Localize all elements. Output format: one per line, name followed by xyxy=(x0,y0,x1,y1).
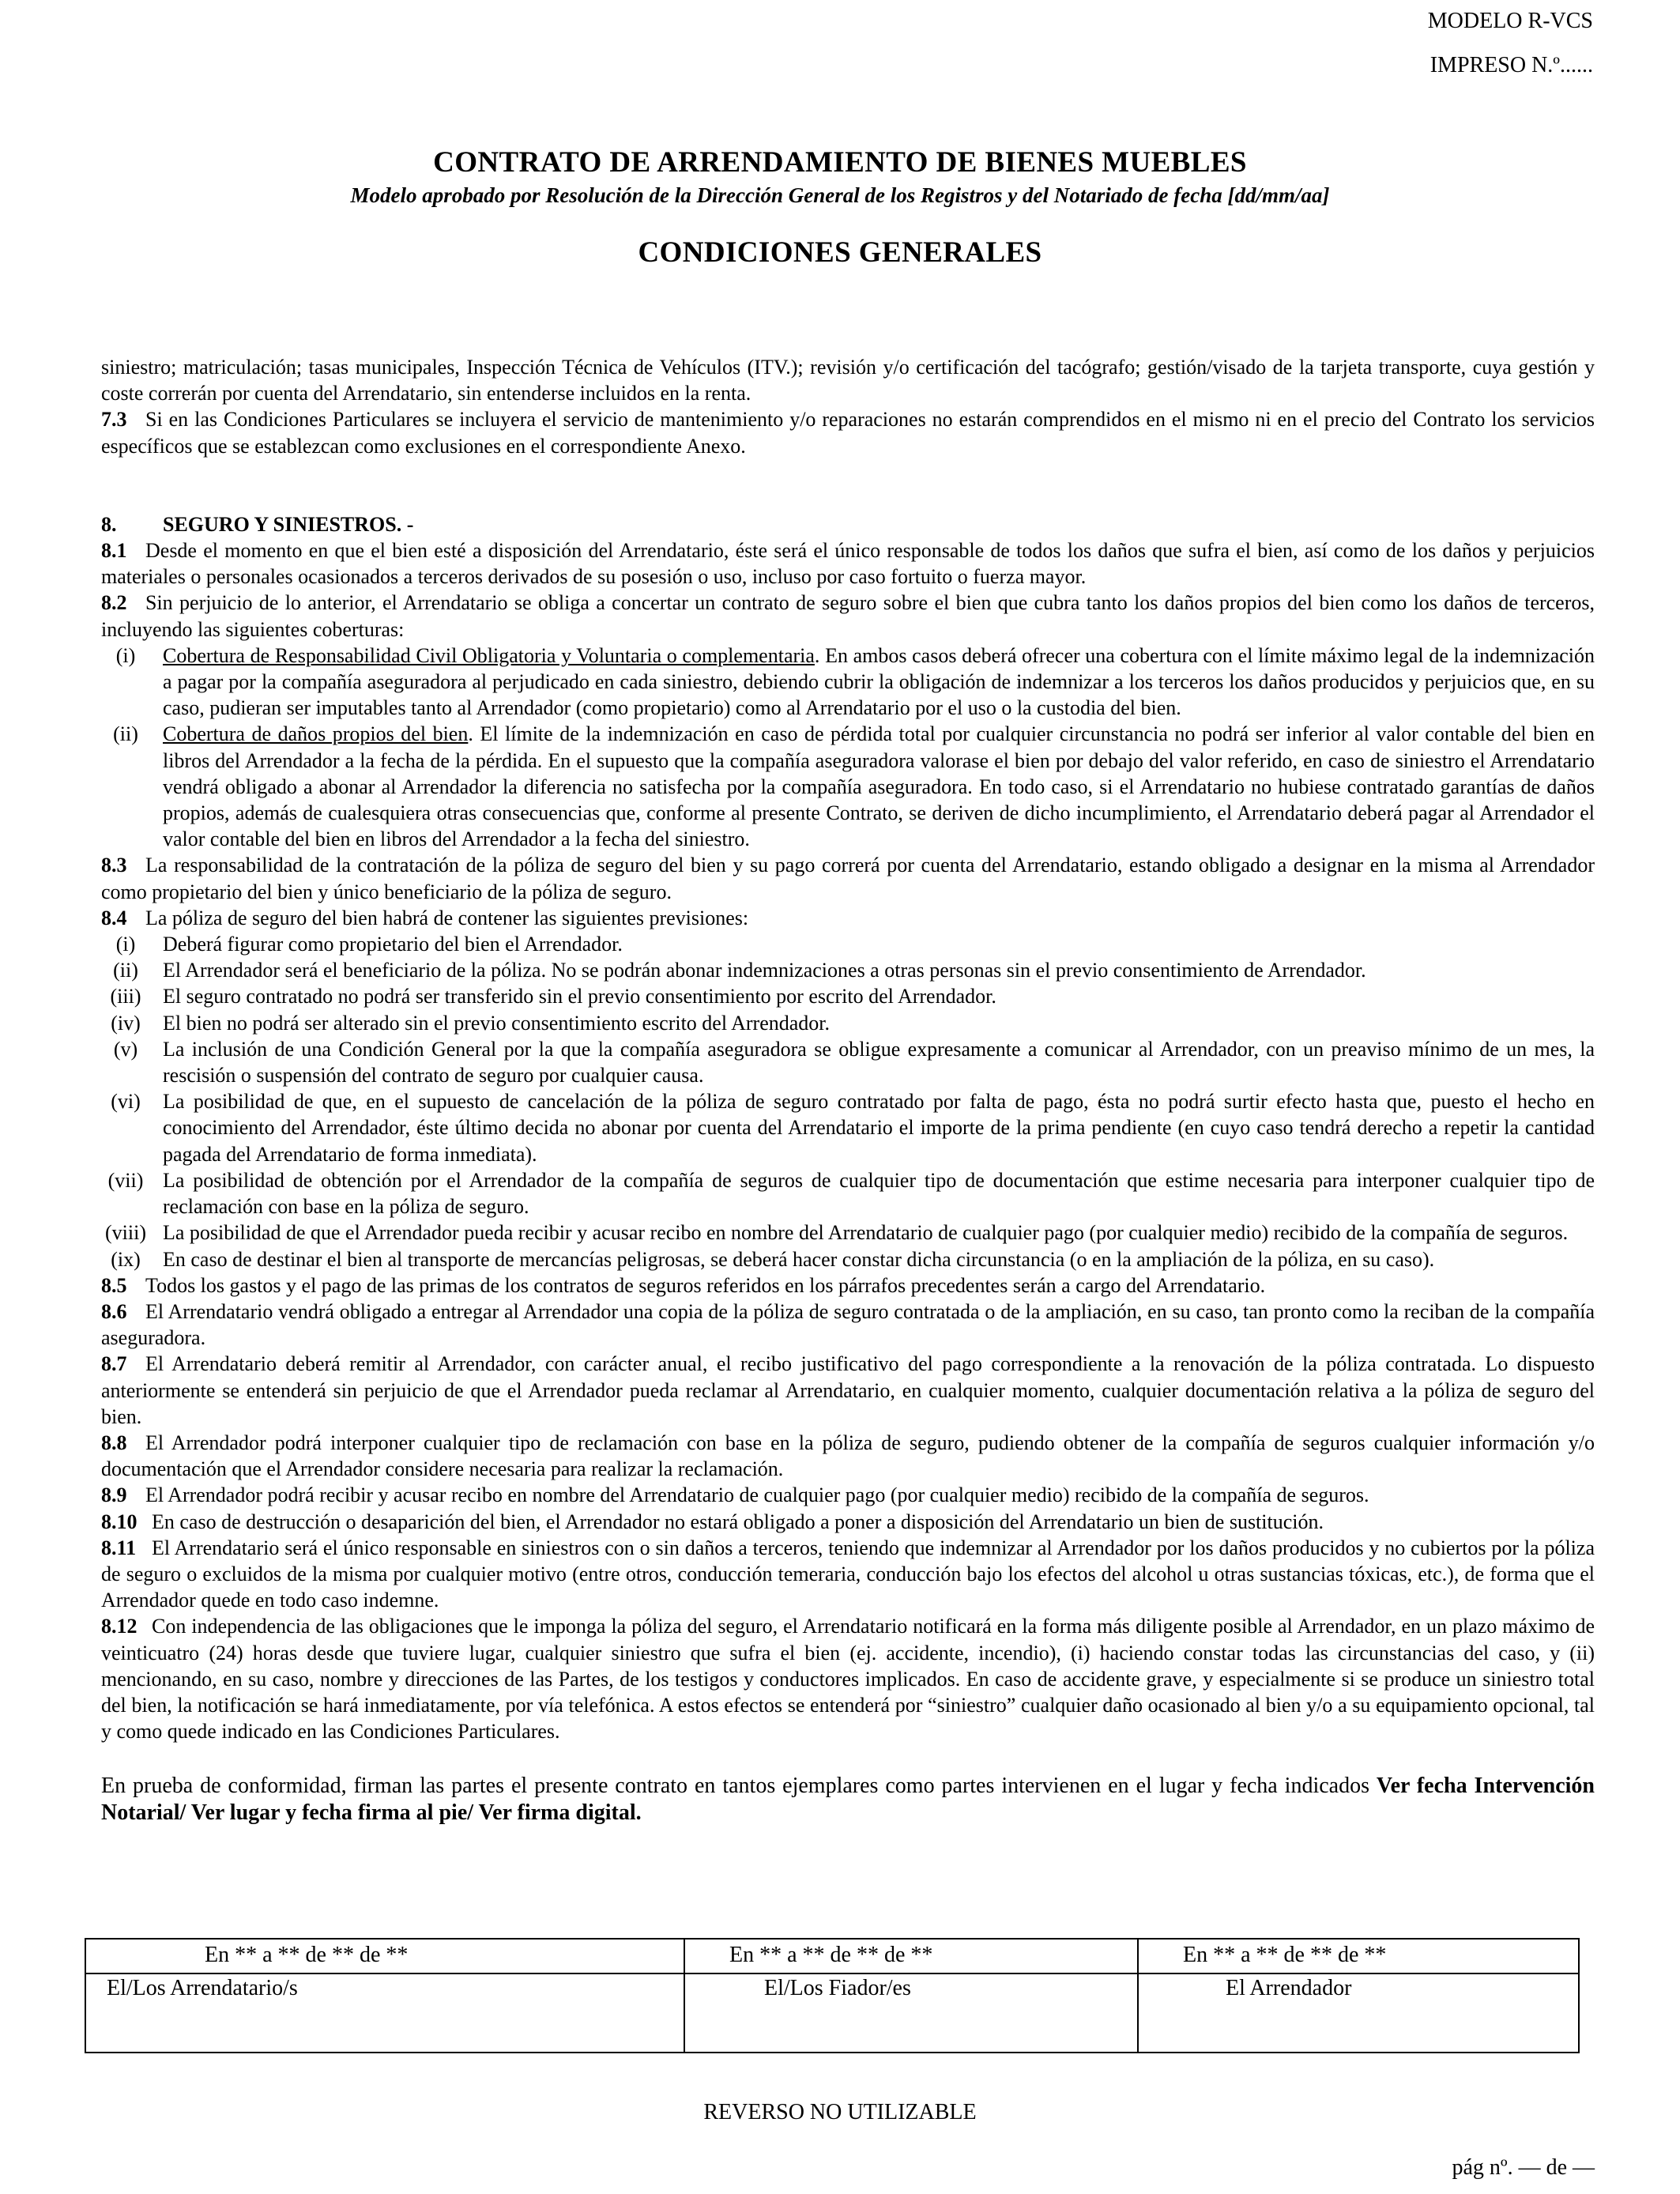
coverage-item xyxy=(101,643,1595,722)
item-number: (viii) xyxy=(105,1221,146,1245)
closing-text: En prueba de conformidad, firman las partes el presente contrato en tantos ejemplares como partes intervienen en el lugar y fecha indicados xyxy=(101,1774,1377,1799)
clause-7-3 xyxy=(101,406,1595,458)
item-text: La posibilidad de que el Arrendador pueda recibir y acusar recibo en nombre del Arrendatario de cualquier pago (por cualquier medio) recibido de la compañía de seguros. xyxy=(163,1221,1569,1245)
clause-number: 7.3 xyxy=(101,408,127,432)
document-title: CONTRATO DE ARRENDAMIENTO DE BIENES MUEBLES xyxy=(433,146,1247,179)
provision-item xyxy=(101,1220,1595,1246)
continued-paragraph xyxy=(101,354,1595,406)
clause-text: El Arrendador podrá recibir y acusar recibo en nombre del Arrendatario de cualquier pago (por cualquier medio) recibido de la compañía de seguros. xyxy=(145,1483,1369,1507)
coverage-title: Cobertura de Responsabilidad Civil Obligatoria y Voluntaria o complementaria xyxy=(163,643,815,667)
provision-item xyxy=(101,1246,1595,1272)
clause-number: 8.4 xyxy=(101,906,127,929)
signature-role-cell[interactable] xyxy=(85,1973,684,2053)
signature-date: En ** a ** de ** de ** xyxy=(729,1943,933,1967)
page-number: pág nº. — de — xyxy=(1452,2155,1595,2180)
clause-text: Con independencia de las obligaciones que le imponga la póliza del seguro, el Arrendatario notificará en la forma más diligente posible al Arrendador, en un plazo máximo de veinticuatro (24) horas desde que tuviere lugar, cualquier siniestro que sufra el bien (ej. accidente, incendio), (i) haciendo constar todas las circunstancias del caso, y (ii) mencionando, en su caso, nombre y direcciones de las Partes, de los testigos y conductores implicados. En caso de accidente grave, y especialmente si se produce un siniestro total del bien, la notificación se hará inmediatamente, por vía telefónica. A estos efectos se entenderá por “siniestro” cualquier daño ocasionado al bien y/o a su equipamiento opcional, tal y como quede indicado en las Condiciones Particulares. xyxy=(101,1615,1595,1744)
reverse-notice: REVERSO NO UTILIZABLE xyxy=(703,2100,977,2124)
signature-role: El/Los Arrendatario/s xyxy=(107,1976,298,2000)
signature-date-cell[interactable] xyxy=(85,1939,684,1973)
signature-role-row xyxy=(85,1973,1579,2053)
clause-8-4 xyxy=(101,905,1595,931)
item-number: (iii) xyxy=(110,985,141,1008)
signature-role: El/Los Fiador/es xyxy=(764,1976,911,2000)
item-number: (ix) xyxy=(111,1247,141,1271)
item-number: (iv) xyxy=(111,1011,141,1035)
clause-8-5 xyxy=(101,1272,1595,1299)
section-heading: CONDICIONES GENERALES xyxy=(638,236,1042,269)
coverage-text: . En ambos casos deberá ofrecer una cobertura con el límite máximo legal de la indemnización a pagar por la compañía aseguradora al perjudicado en cada siniestro, debiendo cubrir la obligación de indemnizar a los terceros los daños producidos y perjuicios que, en su caso, pudieran ser imputables tanto al Arrendador (como propietario) como al Arrendatario por el uso o la custodia del bien. xyxy=(163,643,1595,720)
clause-8-7 xyxy=(101,1351,1595,1430)
clause-text: En caso de destrucción o desaparición del bien, el Arrendador no estará obligado a poner a disposición del Arrendatario un bien de sustitución. xyxy=(152,1510,1324,1533)
clause-text: La responsabilidad de la contratación de la póliza de seguro del bien y su pago correrá por cuenta del Arrendatario, estando obligado a designar en la misma al Arrendador como propietario del bien y único beneficiario de la póliza de seguro. xyxy=(101,854,1595,903)
clause-8-6 xyxy=(101,1299,1595,1351)
clause-text: Desde el momento en que el bien esté a disposición del Arrendatario, éste será el único responsable de todos los daños que sufra el bien, así como de los daños y perjuicios materiales o personales ocasionados a terceros derivados de su posesión o uso, incluso por caso fortuito o fuerza mayor. xyxy=(101,539,1595,589)
provision-item xyxy=(101,1010,1595,1036)
signature-table xyxy=(85,1938,1580,2053)
clause-number: 8.8 xyxy=(101,1431,127,1454)
coverage-title: Cobertura de daños propios del bien xyxy=(163,722,469,746)
provision-item xyxy=(101,1088,1595,1167)
signature-date-row xyxy=(85,1939,1579,1973)
item-text: La posibilidad de obtención por el Arrendador de la compañía de seguros de cualquier tipo de documentación que estime necesaria para interponer cualquier tipo de reclamación con base en la póliza de seguro. xyxy=(163,1168,1595,1219)
paragraph-text: siniestro; matriculación; tasas municipales, Inspección Técnica de Vehículos (ITV.); revisión y/o certificación del tacógrafo; gestión/visado de la tarjeta transporte, cuya gestión y coste correrán por cuenta del Arrendatario, sin entenderse incluidos en la renta. xyxy=(101,356,1595,405)
item-text: El Arrendador será el beneficiario de la póliza. No se podrán abonar indemnizaciones a otras personas sin el previo consentimiento de Arrendador. xyxy=(163,959,1366,982)
item-text: El bien no podrá ser alterado sin el previo consentimiento escrito del Arrendador. xyxy=(163,1011,831,1035)
closing-statement xyxy=(101,1773,1595,1826)
signature-role-cell[interactable] xyxy=(684,1973,1138,2053)
clause-8-3 xyxy=(101,852,1595,904)
clause-text: El Arrendatario deberá remitir al Arrendador, con carácter anual, el recibo justificativo del pago correspondiente a la renovación de la póliza contratada. Lo dispuesto anteriormente se entenderá sin perjuicio de que el Arrendador pueda reclamar al Arrendatario, en cualquier momento, cualquier documentación relativa a la póliza de seguro del bien. xyxy=(101,1352,1595,1428)
provision-item xyxy=(101,1167,1595,1220)
clause-number: 8.2 xyxy=(101,591,127,615)
clause-8-9 xyxy=(101,1482,1595,1508)
spacer xyxy=(101,459,1595,511)
section-number: 8. xyxy=(101,512,117,536)
provision-item xyxy=(101,931,1595,957)
clause-number: 8.5 xyxy=(101,1273,127,1297)
clause-text: La póliza de seguro del bien habrá de contener las siguientes previsiones: xyxy=(145,906,749,929)
section-8-heading xyxy=(101,511,1595,537)
clause-8-10 xyxy=(101,1509,1595,1535)
form-number: IMPRESO N.º...... xyxy=(1430,53,1593,77)
model-code: MODELO R-VCS xyxy=(1427,9,1593,33)
item-number: (vi) xyxy=(111,1090,141,1114)
signature-role-cell[interactable] xyxy=(1138,1973,1579,2053)
section-title: SEGURO Y SINIESTROS. - xyxy=(163,512,414,536)
clause-8-12 xyxy=(101,1613,1595,1744)
clause-8-2 xyxy=(101,590,1595,642)
provision-item xyxy=(101,983,1595,1009)
clause-number: 8.9 xyxy=(101,1483,127,1507)
coverage-item xyxy=(101,721,1595,852)
clause-text: El Arrendatario será el único responsable en siniestros con o sin daños a terceros, teniendo que indemnizar al Arrendador por los daños producidos y no cubiertos por la póliza de seguro o excluidos de la misma por cualquier motivo (entre otros, conducción temeraria, conducción bajo los efectos del alcohol u otras sustancias tóxicas, etc.), de forma que el Arrendador quede en todo caso indemne. xyxy=(101,1536,1595,1612)
provision-item xyxy=(101,957,1595,983)
coverage-text: . El límite de la indemnización en caso de pérdida total por cualquier circunstancia no podrá ser inferior al valor contable del bien en libros del Arrendador a la fecha de la pérdida. En el supuesto que la compañía aseguradora valorase el bien por debajo del valor referido, en caso de siniestro el Arrendatario vendrá obligado a abonar al Arrendador la diferencia no satisfecha por la compañía aseguradora. En todo caso, si el Arrendatario no hubiese contratado garantías de daños propios, además de cualesquiera otras consecuencias que, conforme al presente Contrato, se deriven de dicho incumplimiento, el Arrendatario deberá pagar al Arrendador el valor contable del bien en libros del Arrendador a la fecha del siniestro. xyxy=(163,722,1595,851)
clause-number: 8.6 xyxy=(101,1299,127,1323)
document-body xyxy=(101,354,1595,1826)
clause-text: Todos los gastos y el pago de las primas de los contratos de seguros referidos en los párrafos precedentes serán a cargo del Arrendatario. xyxy=(145,1273,1266,1297)
item-text: En caso de destinar el bien al transporte de mercancías peligrosas, se deberá hacer constar dicha circunstancia (o en la ampliación de la póliza, en su caso). xyxy=(163,1247,1435,1271)
clause-number: 8.12 xyxy=(101,1615,137,1638)
clause-number: 8.11 xyxy=(101,1536,137,1559)
item-number: (ii) xyxy=(113,959,138,982)
signature-date-cell[interactable] xyxy=(1138,1939,1579,1973)
item-text: Deberá figurar como propietario del bien el Arrendador. xyxy=(163,933,623,956)
clause-8-11 xyxy=(101,1535,1595,1614)
item-number: (i) xyxy=(115,933,136,956)
signature-date-cell[interactable] xyxy=(684,1939,1138,1973)
item-text: La inclusión de una Condición General por la que la compañía aseguradora se obligue expresamente a comunicar al Arrendador, con un preaviso mínimo de un mes, la rescisión o suspensión del contrato de seguro por cualquier causa. xyxy=(163,1037,1595,1088)
clause-number: 8.7 xyxy=(101,1352,127,1376)
document-subtitle: Modelo aprobado por Resolución de la Dirección General de los Registros y del Notariado de fecha [dd/mm/aa] xyxy=(350,183,1330,207)
item-number: (ii) xyxy=(113,722,138,746)
item-text: El seguro contratado no podrá ser transferido sin el previo consentimiento por escrito del Arrendador. xyxy=(163,985,996,1008)
provision-item xyxy=(101,1036,1595,1088)
signature-date: En ** a ** de ** de ** xyxy=(1183,1943,1387,1967)
item-number: (vii) xyxy=(107,1168,144,1192)
clause-text: Sin perjuicio de lo anterior, el Arrendatario se obliga a concertar un contrato de seguro sobre el bien que cubra tanto los daños propios del bien como los daños de terceros, incluyendo las siguientes coberturas: xyxy=(101,591,1595,641)
clause-text: Si en las Condiciones Particulares se incluyera el servicio de mantenimiento y/o reparaciones no estarán comprendidos en el mismo ni en el precio del Contrato los servicios específicos que se establezcan como exclusiones en el correspondiente Anexo. xyxy=(101,408,1595,458)
clause-8-8 xyxy=(101,1430,1595,1482)
item-number: (i) xyxy=(115,643,136,667)
clause-text: El Arrendatario vendrá obligado a entregar al Arrendador una copia de la póliza de seguro contratada o de la ampliación, en su caso, tan pronto como la reciban de la compañía aseguradora. xyxy=(101,1299,1595,1350)
closing-bold-text: Ver fecha Intervención Notarial/ Ver lugar y fecha firma al pie/ Ver firma digital. xyxy=(101,1774,1595,1826)
signature-date: En ** a ** de ** de ** xyxy=(205,1943,409,1967)
item-number: (v) xyxy=(113,1037,138,1061)
signature-role: El Arrendador xyxy=(1226,1976,1352,2000)
clause-number: 8.3 xyxy=(101,854,127,877)
clause-text: El Arrendador podrá interponer cualquier tipo de reclamación con base en la póliza de seguro, pudiendo obtener de la compañía de seguros cualquier información y/o documentación que el Arrendador considere necesaria para realizar la reclamación. xyxy=(101,1431,1595,1481)
clause-8-1 xyxy=(101,537,1595,590)
item-text: La posibilidad de que, en el supuesto de cancelación de la póliza de seguro contratado por falta de pago, ésta no podrá surtir efecto hasta que, puesto el hecho en conocimiento del Arrendador, éste último decida no abonar por cuenta del Arrendatario el importe de la prima pendiente (en cuyo caso tendrá derecho a repetir la cantidad pagada del Arrendatario de forma inmediata). xyxy=(163,1090,1595,1166)
clause-number: 8.1 xyxy=(101,539,127,563)
clause-number: 8.10 xyxy=(101,1510,137,1533)
